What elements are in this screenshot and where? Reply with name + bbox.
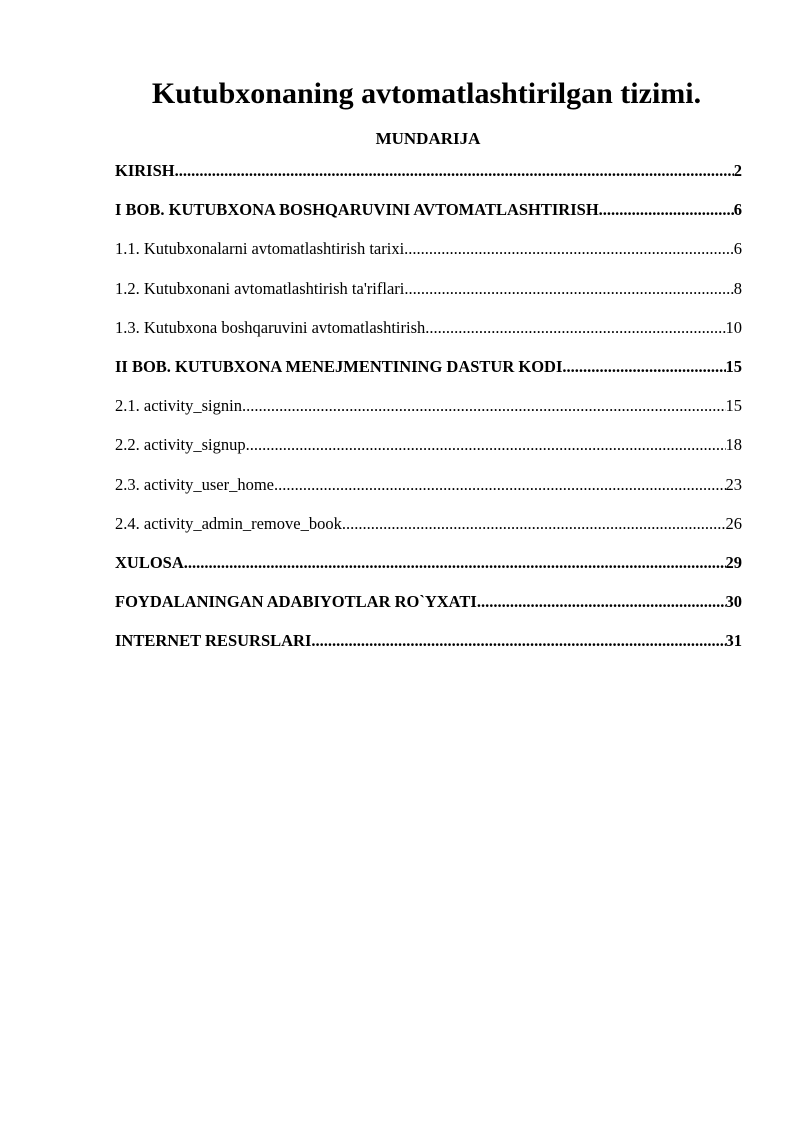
toc-entry[interactable] xyxy=(115,630,742,669)
toc-entry-text: INTERNET RESURSLARI xyxy=(115,631,312,651)
toc-page-number: 15 xyxy=(725,396,742,416)
toc-dot-leader xyxy=(274,474,725,496)
toc-dot-leader xyxy=(184,552,726,574)
toc-entry[interactable] xyxy=(115,434,742,473)
toc-entry[interactable] xyxy=(115,238,742,277)
toc-page-number: 18 xyxy=(725,435,742,455)
toc-entry-text: 2.3. activity_user_home xyxy=(115,474,275,494)
toc-entry[interactable] xyxy=(115,278,742,317)
toc-entry-text: I BOB. KUTUBXONA BOSHQARUVINI AVTOMATLASHTIRISH xyxy=(115,200,599,220)
toc-entry-text: 2.1. activity_signin xyxy=(115,396,242,416)
toc-entry[interactable] xyxy=(115,199,742,238)
toc-entry-text: 2.4. activity_admin_remove_book xyxy=(115,513,342,533)
toc-page-number: 6 xyxy=(733,239,742,259)
toc-entry-text: FOYDALANINGAN ADABIYOTLAR RO`YXATI xyxy=(115,592,477,612)
toc-entry[interactable] xyxy=(115,591,742,630)
table-of-contents xyxy=(115,160,742,669)
toc-entry[interactable] xyxy=(115,356,742,395)
toc-heading: MUNDARIJA xyxy=(375,129,481,148)
toc-entry[interactable] xyxy=(115,160,742,199)
toc-page-number: 29 xyxy=(725,552,742,572)
toc-page-number: 26 xyxy=(725,513,742,533)
toc-entry[interactable] xyxy=(115,317,742,356)
toc-page-number: 8 xyxy=(733,278,742,298)
toc-entry-text: II BOB. KUTUBXONA MENEJMENTINING DASTUR KODI xyxy=(115,356,563,376)
toc-dot-leader xyxy=(599,199,734,221)
toc-dot-leader xyxy=(477,591,726,613)
toc-page-number: 31 xyxy=(725,631,742,651)
toc-dot-leader xyxy=(311,630,725,652)
toc-entry-text: 1.1. Kutubxonalarni avtomatlashtirish tarixi xyxy=(115,239,405,259)
toc-entry[interactable] xyxy=(115,474,742,513)
toc-dot-leader xyxy=(562,356,725,378)
toc-entry-text: KIRISH xyxy=(115,161,175,180)
toc-entry[interactable] xyxy=(115,552,742,591)
toc-dot-leader xyxy=(242,395,726,417)
toc-page-number: 10 xyxy=(725,317,742,337)
toc-dot-leader xyxy=(404,278,733,300)
toc-page-number: 2 xyxy=(733,161,742,180)
toc-dot-leader xyxy=(342,513,726,535)
toc-page-number: 6 xyxy=(733,200,742,220)
toc-entry-text: XULOSA xyxy=(115,552,184,572)
toc-entry-text: 2.2. activity_signup xyxy=(115,435,246,455)
toc-entry[interactable] xyxy=(115,513,742,552)
toc-dot-leader xyxy=(175,160,734,182)
toc-entry[interactable] xyxy=(115,395,742,434)
toc-dot-leader xyxy=(425,317,725,339)
toc-dot-leader xyxy=(404,238,734,260)
toc-page-number: 23 xyxy=(725,474,742,494)
toc-dot-leader xyxy=(246,434,726,456)
toc-page-number: 15 xyxy=(725,356,742,376)
toc-entry-text: 1.3. Kutubxona boshqaruvini avtomatlashtirish xyxy=(115,317,426,337)
toc-entry-text: 1.2. Kutubxonani avtomatlashtirish ta'riflari xyxy=(115,278,405,298)
document-title: Kutubxonaning avtomatlashtirilgan tizimi. xyxy=(151,77,702,110)
toc-page-number: 30 xyxy=(725,592,742,612)
